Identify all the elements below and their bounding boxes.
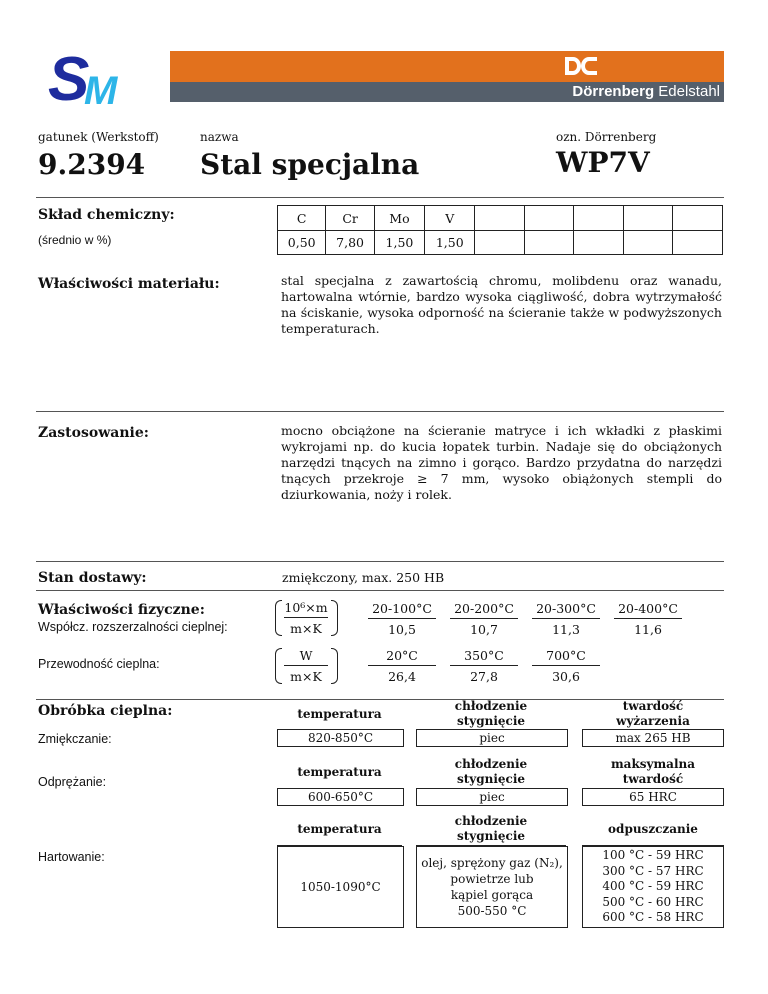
brand-name [430, 83, 720, 101]
chem-element-cell: Cr [326, 206, 374, 231]
chem-element-cell [475, 206, 525, 231]
expansion-value: 11,3 [552, 622, 580, 637]
expansion-value: 10,7 [470, 622, 498, 637]
expansion-value: 11,6 [634, 622, 662, 637]
name-value: Stal specjalna [200, 148, 420, 181]
expansion-range: 20-300°C [532, 601, 600, 619]
expansion-item [532, 601, 600, 637]
harden-cool-line: 500-550 °C [457, 904, 527, 918]
grade-label: gatunek (Werkstoff) [38, 130, 159, 144]
stress-hard: 65 HRC [582, 788, 724, 806]
expansion-unit-num: 10⁶×m [284, 600, 328, 618]
stress-label: Odprężanie: [38, 775, 107, 789]
harden-h-temper: odpuszczanie [608, 822, 698, 836]
chem-value-cell: 1,50 [374, 231, 424, 255]
harden-cool-line: powietrze lub [450, 872, 534, 886]
properties-text: stal specjalna z zawartością chromu, molibdenu oraz wanadu, hartowalna wtórnie, bardzo wysoka ciągliwość, dobra wytrzymałość na ściskanie, wysoka odporność na ścieranie także w podwyższonych temperaturach. [281, 273, 722, 336]
divider-title [36, 197, 724, 198]
conductivity-temp: 700°C [532, 648, 600, 666]
expansion-item [614, 601, 682, 637]
chem-element-cell: C [278, 206, 326, 231]
soft-h-cool-2: stygnięcie [456, 714, 526, 728]
conductivity-value: 26,4 [388, 669, 416, 684]
chem-element-cell: Mo [374, 206, 424, 231]
chem-element-cell [524, 206, 574, 231]
name-label: nazwa [200, 130, 239, 144]
stress-h-hard [582, 757, 724, 787]
chem-value-cell: 7,80 [326, 231, 374, 255]
stress-h-cool-1: chłodzenie [454, 757, 528, 771]
chem-table [277, 205, 723, 255]
logo-m: M [84, 69, 118, 110]
expansion-item [368, 601, 436, 637]
code-label: ozn. Dörrenberg [556, 130, 657, 144]
logo-s: S [48, 48, 90, 110]
conductivity-unit-fraction [284, 648, 328, 684]
properties-label: Właściwości materiału: [38, 276, 220, 292]
harden-temp: 1050-1090°C [277, 846, 404, 928]
chem-value-cell: 0,50 [278, 231, 326, 255]
brand-orange-bar [170, 51, 724, 82]
harden-temper-line: 500 °C - 60 HRC [602, 894, 704, 909]
expansion-label: Współcz. rozszerzalności cieplnej: [38, 620, 228, 634]
soft-cool: piec [416, 729, 568, 747]
delivery-label: Stan dostawy: [38, 570, 147, 586]
harden-h-cool [416, 813, 566, 845]
application-label: Zastosowanie: [38, 425, 149, 441]
brand-name-suffix: Edelstahl [658, 83, 720, 100]
chem-element-cell: V [425, 206, 475, 231]
harden-h-cool-2: stygnięcie [456, 829, 526, 843]
divider-properties [36, 411, 724, 412]
expansion-range: 20-200°C [450, 601, 518, 619]
grade-value: 9.2394 [38, 148, 146, 181]
harden-cool-line: olej, sprężony gaz (N₂), [421, 856, 563, 870]
harden-temper [582, 846, 724, 928]
conductivity-label: Przewodność cieplna: [38, 657, 160, 671]
chem-sublabel: (średnio w %) [38, 233, 112, 247]
stress-temp: 600-650°C [277, 788, 404, 806]
soft-temp: 820-850°C [277, 729, 404, 747]
chem-element-cell [673, 206, 723, 231]
soft-h-cool-1: chłodzenie [454, 699, 528, 713]
application-text: mocno obciążone na ścieranie matryce i ich wkładki z płaskimi wykrojami np. do kucia łopatek turbin. Nadaje się do obciążonych narzędzi tnących na zimno i gorąco. Bardzo przydatna do narzędzi tnących przekroje ≥ 7 mm, wysoko obiążonych stempli do dziurkowania, noży i rolek. [281, 423, 722, 502]
stress-h-hard-2: twardość [622, 772, 684, 786]
harden-temper-line: 400 °C - 59 HRC [602, 879, 704, 894]
stress-h-hard-1: maksymalna [610, 757, 696, 771]
conductivity-item [368, 648, 436, 684]
code-value: WP7V [556, 146, 650, 179]
conductivity-bracket-right [331, 648, 338, 684]
stress-h-temp: temperatura [297, 765, 382, 779]
expansion-unit-fraction [284, 600, 328, 636]
brand-name-main: Dörrenberg [572, 83, 655, 100]
conductivity-temp: 350°C [450, 648, 518, 666]
chem-value-cell [574, 231, 624, 255]
expansion-bracket-right [331, 600, 338, 636]
conductivity-unit-num: W [284, 648, 328, 666]
soft-h-temp: temperatura [297, 707, 382, 721]
soft-h-hard [582, 700, 724, 728]
sm-logo [44, 48, 134, 110]
divider-application [36, 561, 724, 562]
harden-label: Hartowanie: [38, 850, 105, 864]
soft-label: Zmiękczanie: [38, 732, 112, 746]
physical-label: Właściwości fizyczne: [38, 602, 205, 618]
soft-h-hard-2: wyżarzenia [616, 714, 690, 728]
harden-h-cool-1: chłodzenie [454, 814, 528, 828]
expansion-range: 20-100°C [368, 601, 436, 619]
chem-value-cell [623, 231, 673, 255]
conductivity-item [450, 648, 518, 684]
harden-cool-line: kąpiel gorąca [450, 888, 534, 902]
stress-h-cool [416, 757, 566, 787]
stress-h-cool-2: stygnięcie [456, 772, 526, 786]
conductivity-value: 27,8 [470, 669, 498, 684]
brand-logo-icon [563, 55, 599, 77]
expansion-range: 20-400°C [614, 601, 682, 619]
divider-delivery [36, 590, 724, 591]
soft-hard: max 265 HB [582, 729, 724, 747]
expansion-bracket-left [275, 600, 282, 636]
chem-element-cell [623, 206, 673, 231]
harden-h-temp: temperatura [297, 822, 382, 836]
harden-cool [416, 846, 568, 928]
chem-value-cell [673, 231, 723, 255]
expansion-unit-den: m×K [290, 621, 322, 636]
delivery-value: zmiękczony, max. 250 HB [282, 570, 445, 585]
chem-value-cell: 1,50 [425, 231, 475, 255]
heat-label: Obróbka cieplna: [38, 703, 173, 719]
expansion-value: 10,5 [388, 622, 416, 637]
harden-temper-line: 300 °C - 57 HRC [602, 863, 704, 878]
conductivity-bracket-left [275, 648, 282, 684]
conductivity-item [532, 648, 600, 684]
conductivity-unit-den: m×K [290, 669, 322, 684]
stress-cool: piec [416, 788, 568, 806]
soft-h-hard-1: twardość [622, 699, 684, 713]
chem-element-cell [574, 206, 624, 231]
soft-h-cool [416, 700, 566, 728]
expansion-item [450, 601, 518, 637]
conductivity-temp: 20°C [368, 648, 436, 666]
chem-value-cell [524, 231, 574, 255]
harden-temper-line: 100 °C - 59 HRC [602, 848, 704, 863]
chem-value-cell [475, 231, 525, 255]
chem-label: Skład chemiczny: [38, 207, 175, 223]
conductivity-value: 30,6 [552, 669, 580, 684]
harden-temper-line: 600 °C - 58 HRC [602, 910, 704, 925]
